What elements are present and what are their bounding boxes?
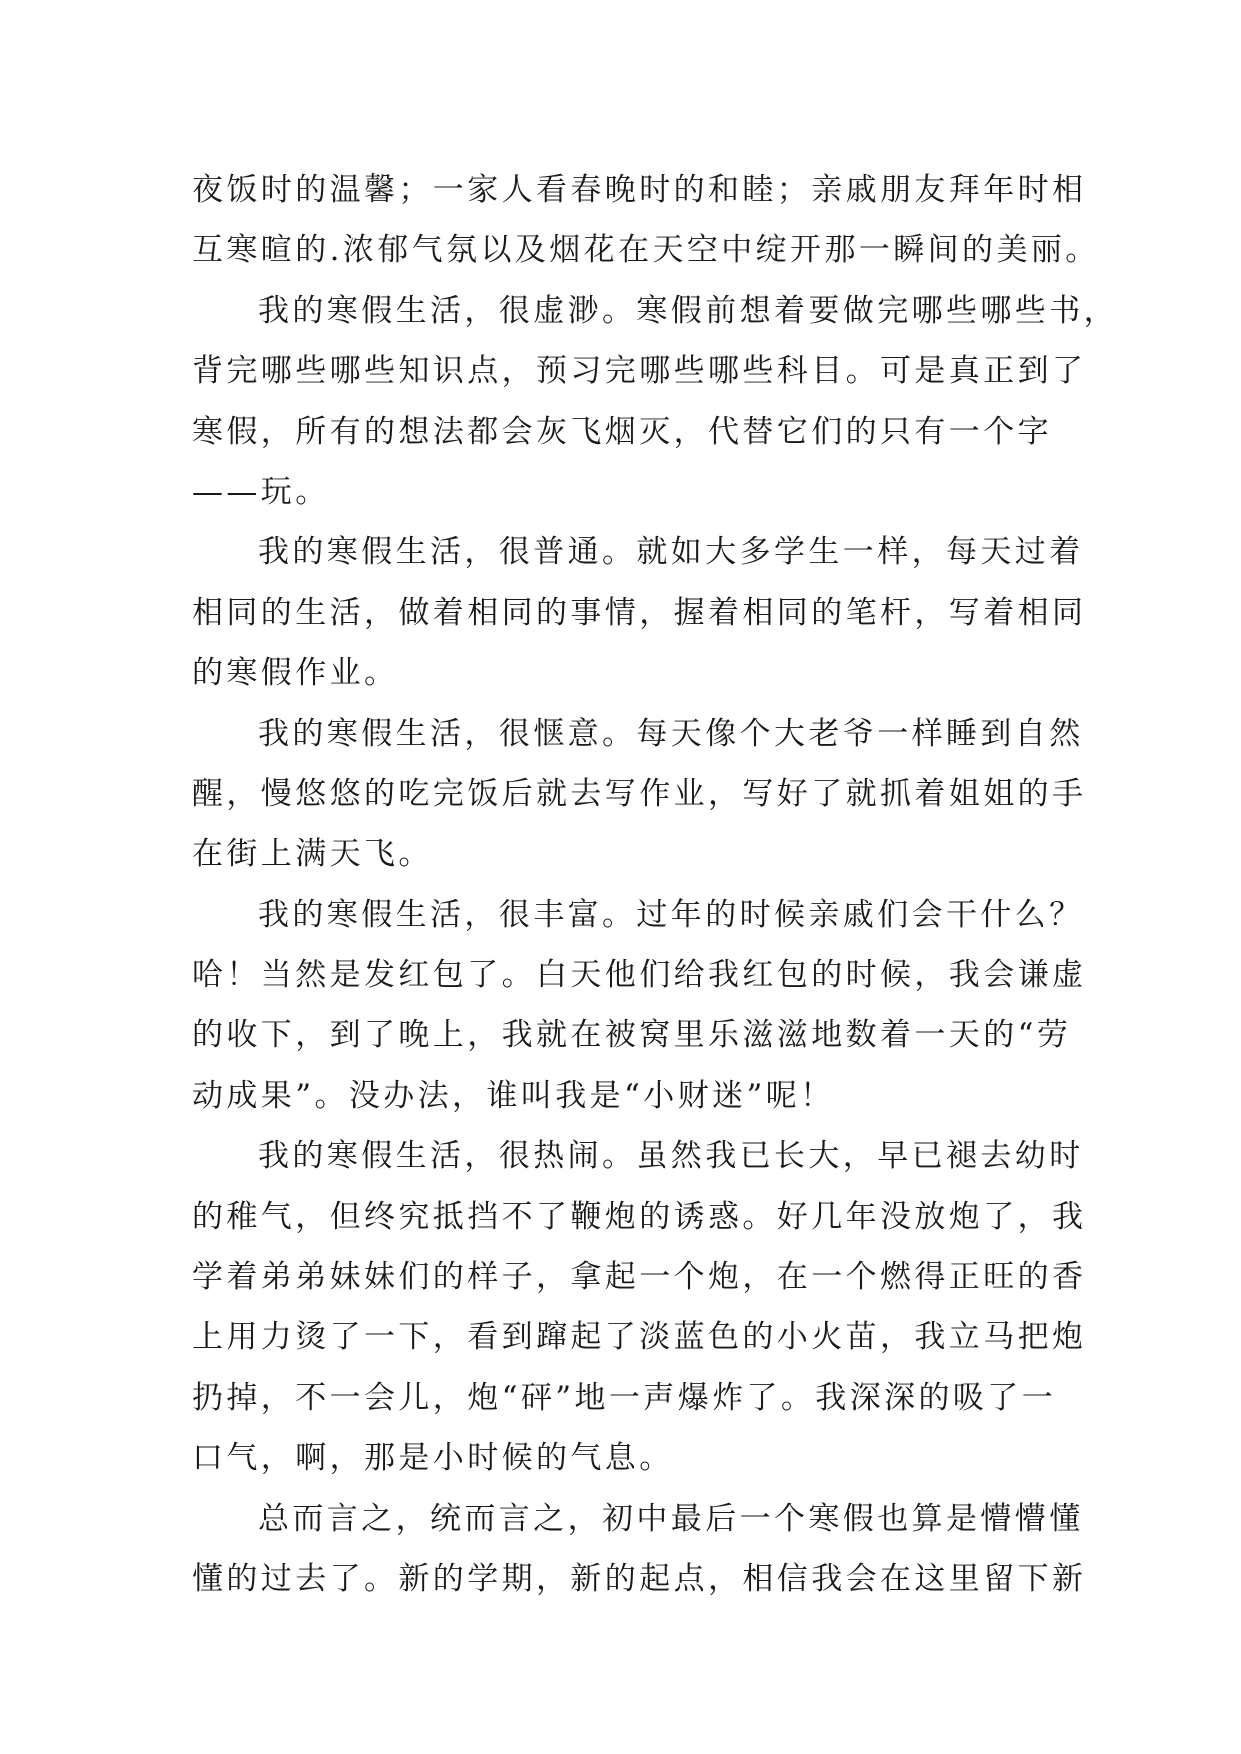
paragraph-first-line: 总而言之，统而言之，初中最后一个寒假也算是懵懵懂 [258, 1500, 1084, 1537]
text-line: 背完哪些哪些知识点，预习完哪些哪些科目。可是真正到了 [192, 353, 1087, 390]
paragraph-first-line: 我的寒假生活，很普通。就如大多学生一样，每天过着 [258, 534, 1084, 571]
text-line: 的收下，到了晚上，我就在被窝里乐滋滋地数着一天的“劳 [192, 1017, 1072, 1054]
text-line: 相同的生活，做着相同的事情，握着相同的笔杆，写着相同 [192, 594, 1087, 631]
paragraph-first-line: 我的寒假生活，很丰富。过年的时候亲戚们会干什么？ [258, 896, 1084, 933]
text-line: 上用力烫了一下，看到蹿起了淡蓝色的小火苗，我立马把炮 [192, 1319, 1087, 1356]
text-line: 寒假，所有的想法都会灰飞烟灭，代替它们的只有一个字 [192, 413, 1052, 450]
text-line: 醒，慢悠悠的吃完饭后就去写作业，写好了就抓着姐姐的手 [192, 775, 1087, 812]
paragraph-first-line: 我的寒假生活，很惬意。每天像个大老爷一样睡到自然 [258, 715, 1084, 752]
paragraph-first-line: 我的寒假生活，很虚渺。寒假前想着要做完哪些哪些书， [258, 292, 1118, 329]
text-line: 哈！当然是发红包了。白天他们给我红包的时候，我会谦虚 [192, 957, 1087, 994]
text-line: 动成果”。没办法，谁叫我是“小财迷”呢！ [192, 1077, 835, 1114]
text-line: 在街上满天飞。 [192, 836, 433, 873]
text-line: 的寒假作业。 [192, 655, 399, 692]
text-line: 懂的过去了。新的学期，新的起点，相信我会在这里留下新 [192, 1560, 1087, 1597]
document-body [192, 160, 1118, 1609]
text-line: 夜饭时的温馨；一家人看春晚时的和睦；亲戚朋友拜年时相 [192, 172, 1087, 208]
text-line: 扔掉，不一会儿，炮“砰”地一声爆炸了。我深深的吸了一 [192, 1379, 1057, 1416]
text-line: ——玩。 [192, 473, 330, 510]
paragraph-first-line: 我的寒假生活，很热闹。虽然我已长大，早已褪去幼时 [258, 1138, 1084, 1175]
text-line: 学着弟弟妹妹们的样子，拿起一个炮，在一个燃得正旺的香 [192, 1259, 1087, 1296]
text-line: 的稚气，但终究抵挡不了鞭炮的诱惑。好几年没放炮了，我 [192, 1198, 1087, 1235]
text-line: 口气，啊，那是小时候的气息。 [192, 1440, 674, 1477]
text-line: 互寒暄的.浓郁气氛以及烟花在天空中绽开那一瞬间的美丽。 [192, 232, 1100, 269]
